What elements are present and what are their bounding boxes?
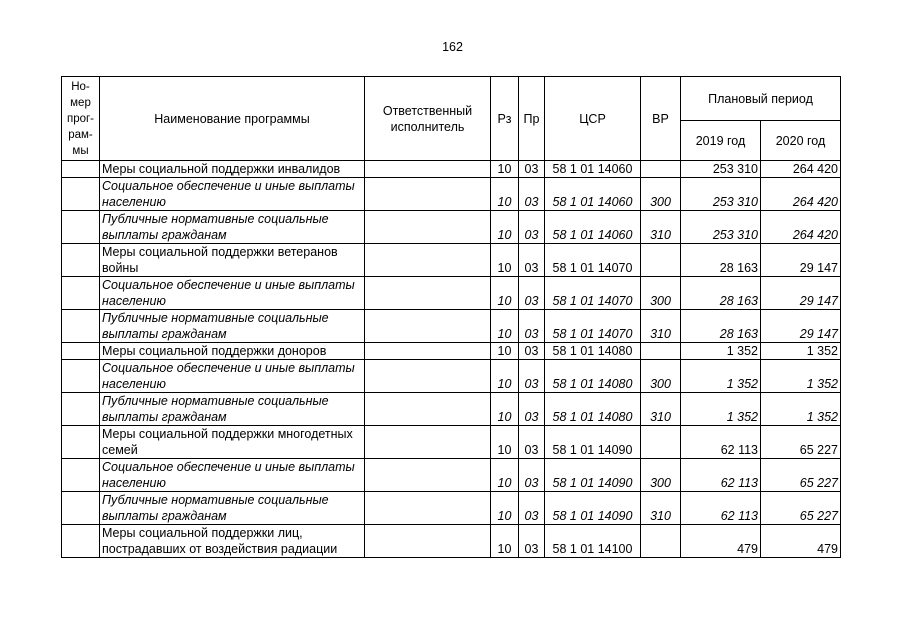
row-rz-cell: 10: [491, 459, 519, 492]
row-pr-cell: 03: [519, 161, 545, 178]
table-row: [62, 492, 841, 525]
row-name-cell: Меры социальной поддержки инвалидов: [100, 161, 365, 178]
row-csr-cell: 58 1 01 14070: [545, 310, 641, 343]
row-pr-cell: 03: [519, 393, 545, 426]
row-responsible-cell: [365, 178, 491, 211]
row-2019-cell: 479: [681, 525, 761, 558]
row-2019-cell: 253 310: [681, 161, 761, 178]
row-pr-cell: 03: [519, 525, 545, 558]
row-csr-cell: 58 1 01 14090: [545, 459, 641, 492]
row-vr-cell: [641, 525, 681, 558]
table-row: [62, 161, 841, 178]
row-name-cell: Социальное обеспечение и иные выплаты населению: [100, 360, 365, 393]
row-responsible-cell: [365, 161, 491, 178]
row-rz-cell: 10: [491, 310, 519, 343]
row-csr-cell: 58 1 01 14060: [545, 161, 641, 178]
row-2019-cell: 28 163: [681, 310, 761, 343]
row-vr-cell: [641, 161, 681, 178]
row-pr-cell: 03: [519, 492, 545, 525]
row-vr-cell: 300: [641, 360, 681, 393]
table-header: [62, 77, 841, 161]
row-2019-cell: 1 352: [681, 343, 761, 360]
row-responsible-cell: [365, 459, 491, 492]
row-responsible-cell: [365, 343, 491, 360]
row-number-cell: [62, 360, 100, 393]
page-number: 162: [442, 40, 463, 54]
row-number-cell: [62, 459, 100, 492]
row-2019-cell: 253 310: [681, 178, 761, 211]
row-2020-cell: 1 352: [761, 343, 841, 360]
row-2020-cell: 1 352: [761, 393, 841, 426]
row-csr-cell: 58 1 01 14080: [545, 393, 641, 426]
row-csr-cell: 58 1 01 14090: [545, 426, 641, 459]
row-number-cell: [62, 161, 100, 178]
row-number-cell: [62, 343, 100, 360]
row-rz-cell: 10: [491, 211, 519, 244]
row-vr-cell: 310: [641, 310, 681, 343]
row-name-cell: Меры социальной поддержки ветеранов войны: [100, 244, 365, 277]
row-2020-cell: 1 352: [761, 360, 841, 393]
row-number-cell: [62, 492, 100, 525]
header-csr: ЦСР: [545, 77, 641, 161]
row-name-cell: Социальное обеспечение и иные выплаты населению: [100, 459, 365, 492]
row-2020-cell: 264 420: [761, 161, 841, 178]
table-row: [62, 360, 841, 393]
row-2019-cell: 1 352: [681, 393, 761, 426]
table-row: [62, 525, 841, 558]
table-row: [62, 277, 841, 310]
row-vr-cell: 300: [641, 277, 681, 310]
row-2019-cell: 62 113: [681, 459, 761, 492]
row-vr-cell: 310: [641, 492, 681, 525]
row-name-cell: Публичные нормативные социальные выплаты гражданам: [100, 492, 365, 525]
row-csr-cell: 58 1 01 14060: [545, 211, 641, 244]
row-responsible-cell: [365, 244, 491, 277]
row-pr-cell: 03: [519, 360, 545, 393]
row-2020-cell: 65 227: [761, 426, 841, 459]
row-number-cell: [62, 426, 100, 459]
row-responsible-cell: [365, 393, 491, 426]
row-rz-cell: 10: [491, 360, 519, 393]
header-year-2020: 2020 год: [761, 121, 841, 161]
row-name-cell: Публичные нормативные социальные выплаты гражданам: [100, 310, 365, 343]
row-number-cell: [62, 244, 100, 277]
row-pr-cell: 03: [519, 459, 545, 492]
row-name-cell: Публичные нормативные социальные выплаты гражданам: [100, 393, 365, 426]
row-responsible-cell: [365, 492, 491, 525]
header-program-number: Но-мер прог-рам-мы: [62, 77, 100, 161]
row-2020-cell: 264 420: [761, 178, 841, 211]
row-2019-cell: 62 113: [681, 426, 761, 459]
row-rz-cell: 10: [491, 393, 519, 426]
row-pr-cell: 03: [519, 211, 545, 244]
row-number-cell: [62, 277, 100, 310]
table-body: [62, 161, 841, 558]
row-name-cell: Публичные нормативные социальные выплаты гражданам: [100, 211, 365, 244]
row-pr-cell: 03: [519, 178, 545, 211]
row-2019-cell: 62 113: [681, 492, 761, 525]
row-2019-cell: 253 310: [681, 211, 761, 244]
row-responsible-cell: [365, 360, 491, 393]
row-csr-cell: 58 1 01 14090: [545, 492, 641, 525]
row-vr-cell: [641, 426, 681, 459]
row-rz-cell: 10: [491, 525, 519, 558]
row-pr-cell: 03: [519, 343, 545, 360]
row-rz-cell: 10: [491, 492, 519, 525]
row-2020-cell: 29 147: [761, 277, 841, 310]
row-name-cell: Социальное обеспечение и иные выплаты населению: [100, 277, 365, 310]
row-name-cell: Социальное обеспечение и иные выплаты населению: [100, 178, 365, 211]
row-responsible-cell: [365, 211, 491, 244]
header-program-name: Наименование программы: [100, 77, 365, 161]
row-pr-cell: 03: [519, 244, 545, 277]
header-vr: ВР: [641, 77, 681, 161]
row-vr-cell: [641, 343, 681, 360]
row-number-cell: [62, 211, 100, 244]
row-number-cell: [62, 178, 100, 211]
table-row: [62, 211, 841, 244]
row-rz-cell: 10: [491, 343, 519, 360]
table-row: [62, 343, 841, 360]
row-2019-cell: 28 163: [681, 244, 761, 277]
row-name-cell: Меры социальной поддержки лиц, пострадавших от воздействия радиации: [100, 525, 365, 558]
header-rz: Рз: [491, 77, 519, 161]
row-vr-cell: [641, 244, 681, 277]
row-vr-cell: 310: [641, 211, 681, 244]
row-rz-cell: 10: [491, 244, 519, 277]
table-row: [62, 426, 841, 459]
row-vr-cell: 310: [641, 393, 681, 426]
row-pr-cell: 03: [519, 310, 545, 343]
row-name-cell: Меры социальной поддержки доноров: [100, 343, 365, 360]
row-vr-cell: 300: [641, 178, 681, 211]
row-pr-cell: 03: [519, 277, 545, 310]
row-2020-cell: 264 420: [761, 211, 841, 244]
row-responsible-cell: [365, 310, 491, 343]
header-pr: Пр: [519, 77, 545, 161]
row-rz-cell: 10: [491, 277, 519, 310]
row-csr-cell: 58 1 01 14060: [545, 178, 641, 211]
table-row: [62, 310, 841, 343]
budget-table: [61, 76, 841, 558]
row-rz-cell: 10: [491, 178, 519, 211]
row-2020-cell: 65 227: [761, 459, 841, 492]
row-name-cell: Меры социальной поддержки многодетных семей: [100, 426, 365, 459]
row-2020-cell: 479: [761, 525, 841, 558]
row-2019-cell: 28 163: [681, 277, 761, 310]
row-2020-cell: 29 147: [761, 244, 841, 277]
row-number-cell: [62, 393, 100, 426]
row-csr-cell: 58 1 01 14080: [545, 360, 641, 393]
row-csr-cell: 58 1 01 14070: [545, 244, 641, 277]
row-responsible-cell: [365, 426, 491, 459]
header-responsible: Ответственный исполнитель: [365, 77, 491, 161]
row-number-cell: [62, 525, 100, 558]
row-rz-cell: 10: [491, 426, 519, 459]
table-row: [62, 178, 841, 211]
row-vr-cell: 300: [641, 459, 681, 492]
header-planned-period: Плановый период: [681, 77, 841, 121]
row-csr-cell: 58 1 01 14100: [545, 525, 641, 558]
row-pr-cell: 03: [519, 426, 545, 459]
row-responsible-cell: [365, 525, 491, 558]
header-year-2019: 2019 год: [681, 121, 761, 161]
row-2020-cell: 29 147: [761, 310, 841, 343]
row-csr-cell: 58 1 01 14080: [545, 343, 641, 360]
row-responsible-cell: [365, 277, 491, 310]
row-rz-cell: 10: [491, 161, 519, 178]
row-2019-cell: 1 352: [681, 360, 761, 393]
row-csr-cell: 58 1 01 14070: [545, 277, 641, 310]
table-row: [62, 459, 841, 492]
row-number-cell: [62, 310, 100, 343]
row-2020-cell: 65 227: [761, 492, 841, 525]
table-row: [62, 393, 841, 426]
table-row: [62, 244, 841, 277]
